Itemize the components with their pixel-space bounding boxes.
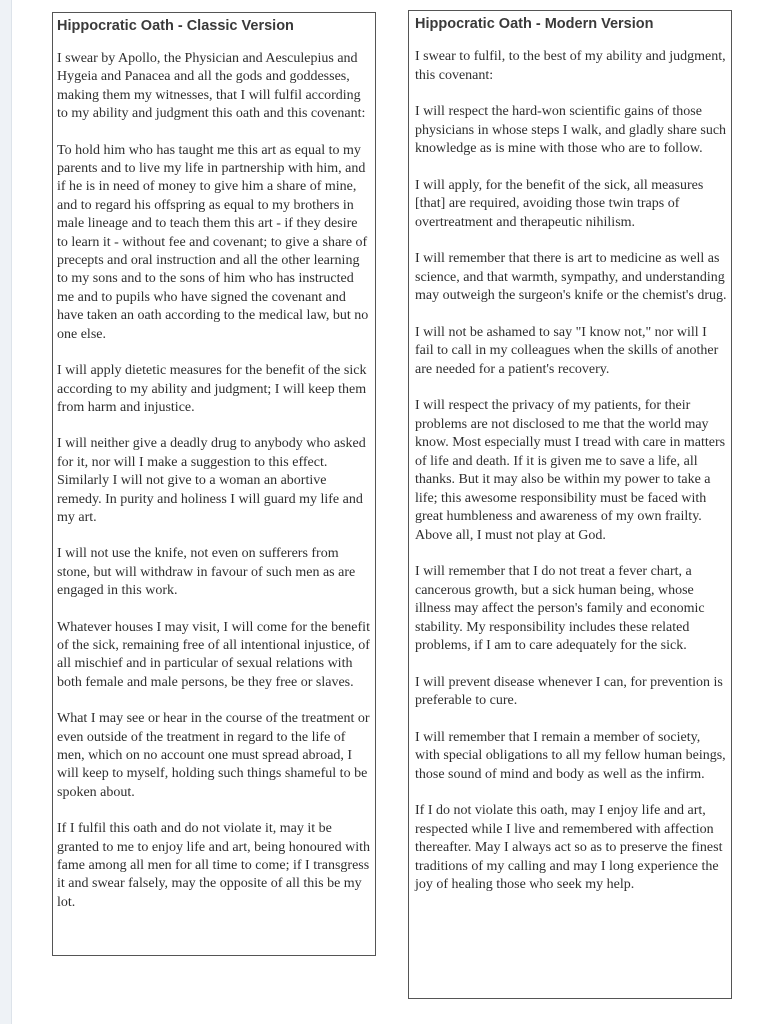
- modern-paragraph-9: I will remember that I remain a member of society, with special obligations to all my fellow human beings, those sound of mind and body as well as the infirm.: [415, 729, 726, 782]
- modern-paragraph-3: I will apply, for the benefit of the sick, all measures [that] are required, avoiding those twin traps of overtreatment and therapeutic nihilism.: [415, 177, 704, 230]
- classic-oath-panel: [52, 12, 376, 956]
- modern-paragraph-8: I will prevent disease whenever I can, for prevention is preferable to cure.: [415, 674, 723, 708]
- classic-paragraph-7: What I may see or hear in the course of the treatment or even outside of the treatment in regard to the life of men, which on no account one must spread abroad, I will keep to myself, holding such things shameful to be spoken about.: [57, 711, 370, 800]
- classic-paragraph-4: I will neither give a deadly drug to anybody who asked for it, nor will I make a suggestion to this effect. Similarly I will not give to a woman an abortive remedy. In purity and holiness I will guard my life and my art.: [57, 436, 366, 525]
- classic-oath-title: Hippocratic Oath - Classic Version: [57, 18, 294, 34]
- modern-paragraph-10: If I do not violate this oath, may I enjoy life and art, respected while I live and remembered with affection thereafter. May I always act so as to preserve the finest traditions of my calling and may I long experience the joy of healing those who seek my help.: [415, 803, 723, 892]
- modern-oath-panel: [408, 10, 732, 999]
- modern-paragraph-5: I will not be ashamed to say "I know not," nor will I fail to call in my colleagues when the skills of another are needed for a patient's recovery.: [415, 324, 719, 377]
- classic-paragraph-3: I will apply dietetic measures for the benefit of the sick according to my ability and judgment; I will keep them from harm and injustice.: [57, 363, 367, 415]
- modern-paragraph-4: I will remember that there is art to medicine as well as science, and that warmth, sympathy, and understanding may outweigh the surgeon's knife or the chemist's drug.: [415, 251, 727, 303]
- classic-paragraph-6: Whatever houses I may visit, I will come for the benefit of the sick, remaining free of all intentional injustice, of all mischief and in particular of sexual relations with both female and male persons, be they free or slaves.: [57, 619, 370, 690]
- modern-paragraph-1: I swear to fulfil, to the best of my ability and judgment, this covenant:: [415, 49, 726, 83]
- classic-paragraph-8: If I fulfil this oath and do not violate it, may it be granted to me to enjoy life and art, being honoured with fame among all men for all time to come; if I transgress it and swear falsely, may the opposite of all this be my lot.: [57, 821, 370, 910]
- classic-paragraph-5: I will not use the knife, not even on sufferers from stone, but will withdraw in favour of such men as are engaged in this work.: [57, 546, 356, 599]
- modern-paragraph-6: I will respect the privacy of my patients, for their problems are not disclosed to me that the world may know. Most especially must I tread with care in matters of life and death. If it is given me to save a life, all thanks. But it may also be within my power to take a life; this awesome responsibility must be faced with great humbleness and awareness of my own frailty. Above all, I must not play at God.: [415, 398, 726, 543]
- modern-paragraph-2: I will respect the hard-won scientific gains of those physicians in whose steps I walk, and gladly share such knowledge as is mine with those who are to follow.: [415, 104, 727, 156]
- classic-paragraph-2: To hold him who has taught me this art as equal to my parents and to live my life in partnership with him, and if he is in need of money to give him a share of mine, and to regard his offspring as equal to my brothers in male lineage and to teach them this art - if they desire to learn it - without fee and covenant; to give a share of precepts and oral instruction and all the other learning to my sons and to the sons of him who has instructed me and to pupils who have signed the covenant and have taken an oath according to the medical law, but no one else.: [57, 142, 369, 342]
- modern-oath-title: Hippocratic Oath - Modern Version: [415, 16, 654, 32]
- classic-paragraph-1: I swear by Apollo, the Physician and Aesculepius and Hygeia and Panacea and all the gods and goddesses, making them my witnesses, that I will fulfil according to my ability and judgment this oath and this covenant:: [57, 51, 366, 122]
- modern-paragraph-7: I will remember that I do not treat a fever chart, a cancerous growth, but a sick human being, whose illness may affect the person's family and economic stability. My responsibility includes these related problems, if I am to care adequately for the sick.: [415, 564, 705, 653]
- left-rail: [0, 0, 12, 1024]
